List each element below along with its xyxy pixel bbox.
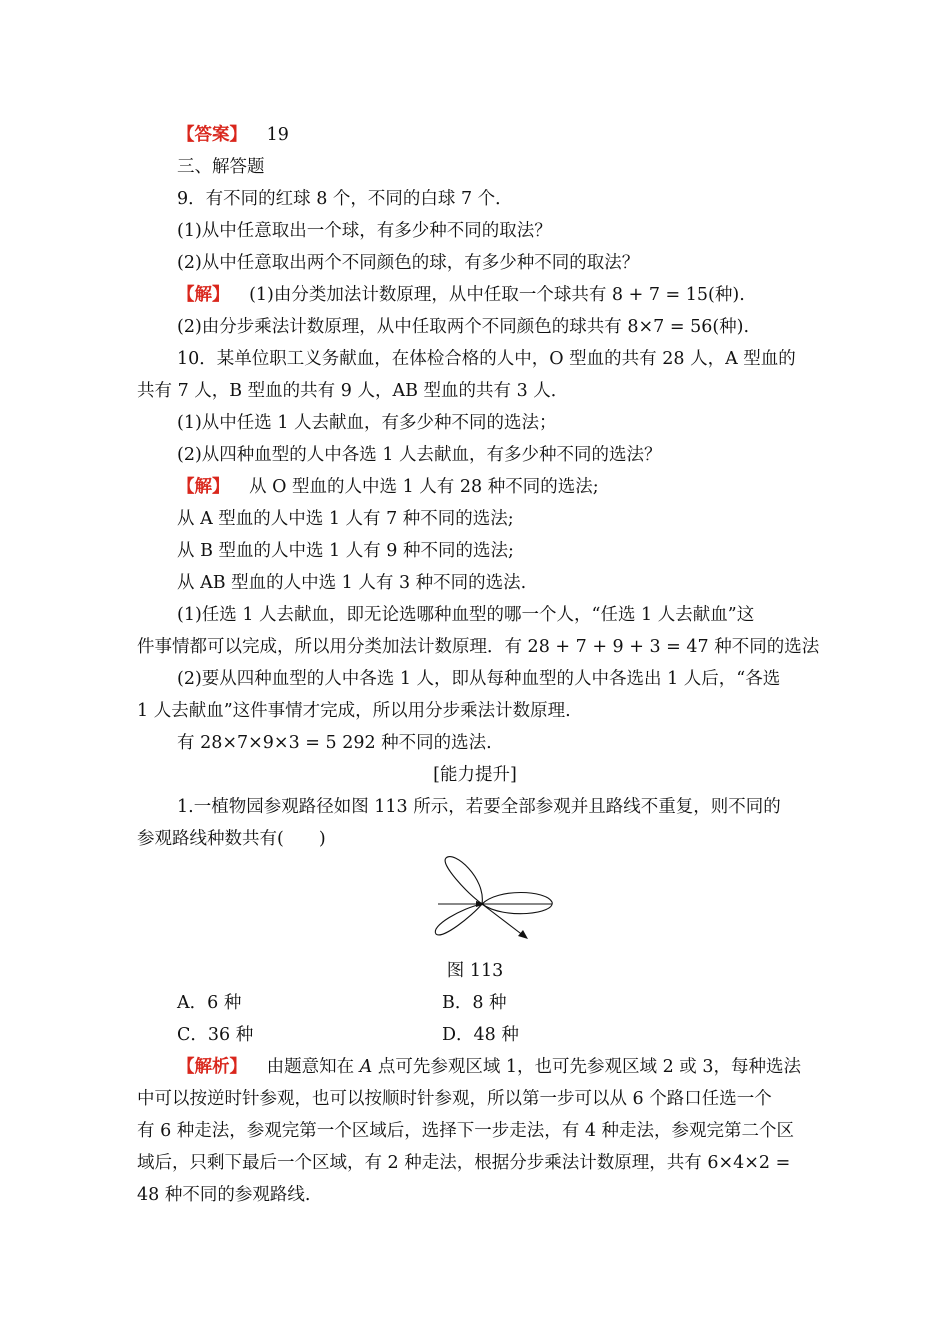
- solution-text: (1)由分类加法计数原理，从中任取一个球共有 8 + 7 = 15(种).: [249, 285, 745, 305]
- analysis-line5: 48 种不同的参观路线.: [137, 1185, 311, 1205]
- ability-problem-1-cont: 参观路线种数共有( ): [137, 829, 326, 849]
- figure-arrow-path: [482, 904, 524, 936]
- section-heading: 三、解答题: [177, 157, 265, 177]
- figure-loop-lower: [435, 904, 482, 935]
- figure-loop-right: [482, 893, 552, 914]
- problem-9-q2: (2)从中任意取出两个不同颜色的球，有多少种不同的取法？: [177, 253, 640, 273]
- option-a: A．6 种: [177, 993, 242, 1013]
- solution-10-line1: [177, 476, 599, 498]
- solution-10-line6: 件事情都可以完成，所以用分类加法计数原理．有 28 + 7 + 9 + 3 = 47 种不同的选法: [137, 637, 820, 657]
- analysis-line2: 中可以按逆时针参观，也可以按顺时针参观，所以第一步可以从 6 个路口任选一个: [137, 1089, 772, 1109]
- option-b: B．8 种: [442, 993, 507, 1013]
- solution-tag: 【解】: [177, 285, 230, 305]
- answer-value: 19: [266, 125, 289, 145]
- solution-10-line8: 1 人去献血”这件事情才完成，所以用分步乘法计数原理.: [137, 701, 571, 721]
- option-c: C．36 种: [177, 1025, 254, 1045]
- solution-10-line4: 从 AB 型血的人中选 1 人有 3 种不同的选法.: [177, 573, 527, 593]
- solution-9-line1: [177, 284, 745, 306]
- analysis-line1: [177, 1056, 801, 1078]
- problem-10-cont: 共有 7 人，B 型血的共有 9 人，AB 型血的共有 3 人．: [137, 381, 569, 401]
- option-d: D．48 种: [442, 1025, 519, 1045]
- solution-9-line2: (2)由分步乘法计数原理，从中任取两个不同颜色的球共有 8×7 = 56(种).: [177, 317, 750, 337]
- problem-9: 9．有不同的红球 8 个，不同的白球 7 个．: [177, 189, 513, 209]
- problem-9-q1: (1)从中任意取出一个球，有多少种不同的取法？: [177, 221, 552, 241]
- analysis-tag: 【解析】: [177, 1057, 247, 1077]
- analysis-text-b: 点可先参观区域 1，也可先参观区域 2 或 3，每种选法: [372, 1057, 801, 1077]
- ability-problem-1: 1.一植物园参观路径如图 113 所示，若要全部参观并且路线不重复，则不同的: [177, 797, 781, 817]
- answer-tag: 【答案】: [177, 125, 247, 145]
- analysis-text-a: 由题意知在: [266, 1057, 360, 1077]
- figure-loop-upper: [445, 857, 482, 904]
- answer-line: [177, 124, 289, 146]
- figure-caption: 图 113: [446, 961, 504, 981]
- problem-10-q2: (2)从四种血型的人中各选 1 人去献血，有多少种不同的选法？: [177, 445, 662, 465]
- problem-10-q1: (1)从中任选 1 人去献血，有多少种不同的选法；: [177, 413, 557, 433]
- analysis-point-a: A: [359, 1057, 373, 1077]
- figure-113-paths: [428, 848, 558, 948]
- solution-10-line9: 有 28×7×9×3 = 5 292 种不同的选法.: [177, 733, 492, 753]
- analysis-line4: 域后，只剩下最后一个区域，有 2 种走法，根据分步乘法计数原理，共有 6×4×2 =: [137, 1153, 791, 1173]
- problem-10: 10．某单位职工义务献血，在体检合格的人中，O 型血的共有 28 人，A 型血的: [177, 349, 796, 369]
- solution-tag: 【解】: [177, 477, 230, 497]
- solution-10-line5: (1)任选 1 人去献血，即无论选哪种血型的哪一个人，“任选 1 人去献血”这: [177, 605, 755, 625]
- solution-10-line3: 从 B 型血的人中选 1 人有 9 种不同的选法;: [177, 541, 514, 561]
- solution-text: 从 O 型血的人中选 1 人有 28 种不同的选法;: [249, 477, 599, 497]
- section-title-ability: [能力提升]: [433, 765, 517, 785]
- analysis-line3: 有 6 种走法，参观完第一个区域后，选择下一步走法，有 4 种走法，参观完第二个区: [137, 1121, 795, 1141]
- solution-10-line2: 从 A 型血的人中选 1 人有 7 种不同的选法;: [177, 509, 514, 529]
- solution-10-line7: (2)要从四种血型的人中各选 1 人，即从每种血型的人中各选出 1 人后，“各选: [177, 669, 781, 689]
- figure-arrowhead: [518, 930, 528, 939]
